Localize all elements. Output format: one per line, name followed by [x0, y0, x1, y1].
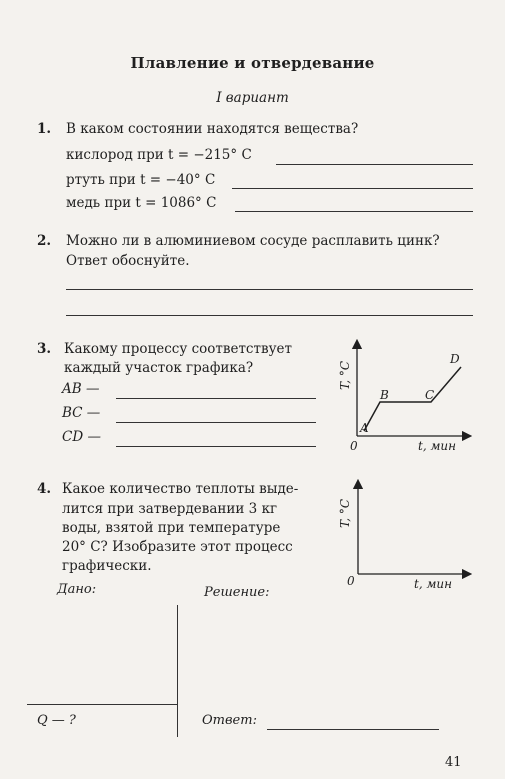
q1-answer-line-3[interactable] — [235, 211, 473, 212]
q3-point-b: B — [380, 388, 389, 402]
q4-empty-graph[interactable] — [325, 478, 475, 596]
q1-item-mercury: ртуть при t = −40° С — [66, 172, 216, 188]
q1-answer-line-1[interactable] — [276, 164, 473, 165]
q2-line-1: Можно ли в алюминиевом сосуде расплавить цинк? — [66, 233, 440, 249]
q4-line-2: лится при затвердевании 3 кг — [62, 501, 278, 517]
variant-label: I вариант — [216, 90, 289, 106]
unknown-label: Q — ? — [37, 713, 76, 728]
q3-number: 3. — [37, 341, 52, 357]
q3-answer-line-bc[interactable] — [116, 422, 316, 423]
q4-line-4: 20° С? Изобразите этот процесс — [62, 539, 293, 555]
q3-graph-curve — [364, 367, 461, 431]
q3-y-axis-label: T, °C — [338, 360, 352, 390]
q2-number: 2. — [37, 233, 52, 249]
q1-answer-line-2[interactable] — [232, 188, 473, 189]
q3-line-2: каждый участок графика? — [64, 360, 254, 376]
given-solution-divider — [177, 605, 178, 737]
solution-label: Решение: — [204, 585, 270, 600]
answer-line[interactable] — [267, 729, 439, 730]
q3-answer-line-ab[interactable] — [116, 398, 316, 399]
q1-item-oxygen: кислород при t = −215° С — [66, 147, 252, 163]
q3-segment-bc: BC — — [62, 405, 101, 421]
q4-y-axis-label: T, °C — [338, 498, 352, 528]
q4-x-axis-label: t, мин — [414, 577, 453, 591]
q4-line-3: воды, взятой при температуре — [62, 520, 281, 536]
q1-number: 1. — [37, 121, 52, 137]
q3-x-axis-label: t, мин — [418, 439, 457, 453]
answer-label: Ответ: — [202, 713, 257, 728]
q1-text: В каком состоянии находятся вещества? — [66, 121, 359, 137]
page-title: Плавление и отвердевание — [130, 54, 375, 72]
q2-answer-line-2[interactable] — [66, 315, 473, 316]
q3-segment-cd: CD — — [62, 429, 101, 445]
q4-origin-label: 0 — [347, 574, 355, 588]
q3-line-1: Какому процессу соответствует — [64, 341, 292, 357]
q2-line-2: Ответ обоснуйте. — [66, 253, 190, 269]
q3-point-a: A — [360, 421, 369, 435]
q3-answer-line-cd[interactable] — [116, 446, 316, 447]
q3-heating-graph — [325, 338, 475, 458]
q4-line-1: Какое количество теплоты выде- — [62, 481, 299, 497]
q3-point-c: C — [425, 388, 435, 402]
q4-line-5: графически. — [62, 558, 152, 574]
page-number: 41 — [445, 755, 462, 770]
q1-item-copper: медь при t = 1086° С — [66, 195, 217, 211]
q4-number: 4. — [37, 481, 52, 497]
given-label: Дано: — [57, 582, 97, 597]
given-underline — [27, 704, 177, 705]
q2-answer-line-1[interactable] — [66, 289, 473, 290]
q3-point-d: D — [450, 352, 460, 366]
q3-origin-label: 0 — [350, 439, 358, 453]
q3-segment-ab: AB — — [62, 381, 100, 397]
